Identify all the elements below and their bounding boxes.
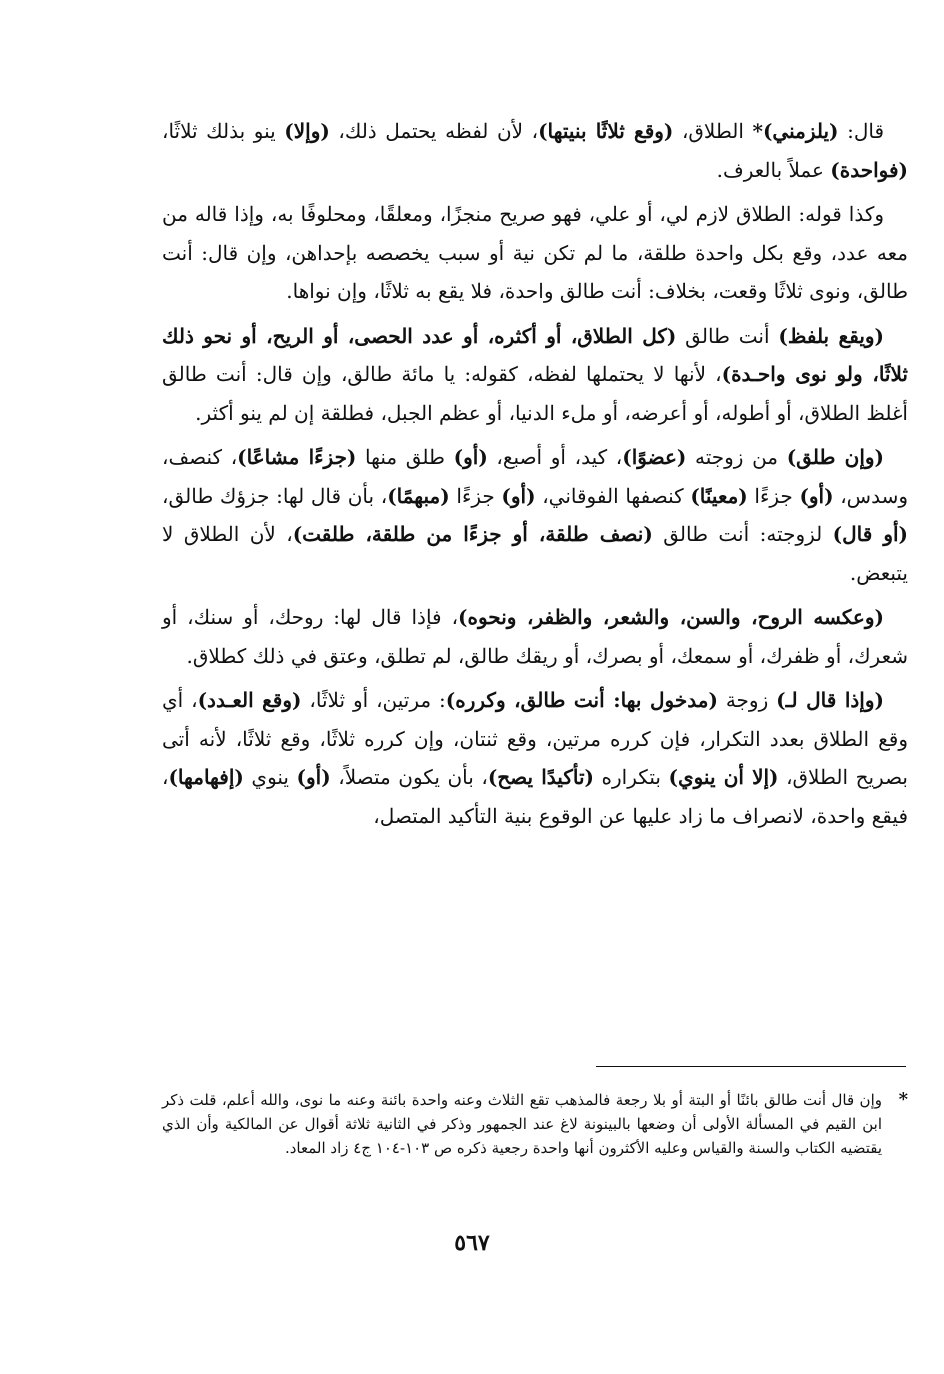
footnote-marker: * bbox=[898, 1089, 908, 1110]
bold-matn-text: (أو) bbox=[501, 483, 536, 508]
commentary-text: بتكراره bbox=[594, 765, 669, 789]
bold-matn-text: (فواحدة) bbox=[830, 157, 908, 182]
commentary-text: ، لأن لفظه يحتمل ذلك، bbox=[329, 119, 539, 143]
commentary-text: طلق منها bbox=[356, 445, 454, 469]
bold-matn-text: (أو) bbox=[296, 765, 331, 789]
paragraph bbox=[162, 317, 908, 433]
bold-matn-text: (أو) bbox=[453, 445, 488, 469]
paragraph bbox=[162, 195, 908, 311]
bold-matn-text: (وعكسه الروح، والسن، والشعر، والظفر، ونحوه) bbox=[458, 605, 884, 629]
commentary-text: ، بأن يكون متصلاً، bbox=[330, 765, 488, 789]
bold-matn-text: (إلا أن ينوي) bbox=[668, 765, 779, 789]
bold-matn-text: (أو قال) bbox=[832, 522, 908, 546]
commentary-text: زوجة bbox=[717, 688, 777, 712]
bold-matn-text: (وإن طلق) bbox=[786, 445, 884, 469]
commentary-text: لزوجته: أنت طالق bbox=[652, 522, 833, 546]
paragraph bbox=[162, 681, 908, 835]
bold-matn-text: (معينًا) bbox=[690, 483, 748, 508]
commentary-text: ينوي bbox=[243, 765, 297, 789]
commentary-text: وكذا قوله: الطلاق لازم لي، أو علي، فهو صريح منجزًا، ومعلقًا، ومحلوفًا به، وإذا قاله من معه عدد، وقع بكل واحدة طلقة، ما لم تكن نية أو سبب يخصصه بإحداهن، وإن قال: أنت طالق، ونوى ثلاثًا وقعت، بخلاف: أنت طالق واحدة، فلا يقع به ثلاثًا، وإن نواها. bbox=[162, 202, 908, 303]
bold-matn-text: (أو) bbox=[799, 483, 834, 508]
commentary-text: ينو بذلك ثلاثًا، bbox=[162, 119, 285, 143]
commentary-text: ، كنصف، وسدس، bbox=[162, 445, 909, 508]
bold-matn-text: (عضوًا) bbox=[622, 445, 687, 469]
bold-matn-text: (جزءًا مشاعًا) bbox=[237, 445, 357, 469]
footnote-text: وإن قال أنت طالق بائنًا أو البتة أو بلا رجعة فالمذهب تقع الثلاث وعنه واحدة بائنة وعنه ما نوى، والله أعلم، قلت ذكر ابن القيم في المسألة الأولى أن وضعها بالبينونة لاغ عند الجمهور وذكر في الثانية ثلاثة أقوال عن المالكية وأن الذي يقتضيه الكتاب والسنة والقياس وعليه الأكثرون أنها واحدة رجعية ذكره ص ١٠٣-١٠٤ ج٤ زاد المعاد. bbox=[162, 1091, 882, 1157]
bold-matn-text: (مدخول بها: أنت طالق، وكرره) bbox=[445, 688, 718, 712]
commentary-text: ، فيقع واحدة، لانصراف ما زاد عليها عن الوقوع بنية التأكيد المتصل، bbox=[162, 765, 908, 828]
commentary-text: ، لأن الطلاق لا يتبعض. bbox=[162, 522, 908, 585]
commentary-text: جزءًا bbox=[449, 483, 502, 508]
bold-matn-text: (مبهمًا) bbox=[387, 483, 450, 508]
paragraph bbox=[162, 598, 908, 675]
bold-matn-text: (نصف طلقة، أو جزءًا من طلقة، طلقت) bbox=[292, 522, 653, 546]
bold-matn-text: (وإذا قال لـ) bbox=[776, 688, 884, 712]
bold-matn-text: (وقع ثلاثًا بنيتها) bbox=[538, 119, 674, 143]
commentary-text: عملاً بالعرف. bbox=[716, 157, 831, 182]
commentary-text: أنت طالق bbox=[676, 323, 779, 348]
commentary-text: ، لأنها لا يحتملها لفظه، كقوله: يا مائة طالق، وإن قال: أنت طالق أغلظ الطلاق، أو أطوله، أو أعرضه، أو ملء الدنيا، أو عظم الجبل، فطلقة إن لم ينو أكثر. bbox=[162, 362, 908, 425]
commentary-text: من زوجته bbox=[686, 445, 787, 469]
commentary-text: الطلاق، bbox=[673, 119, 753, 143]
footnote bbox=[162, 1088, 908, 1160]
bold-matn-text: (كل الطلاق، أو أكثره، أو عدد الحصى، أو الريح، أو نحو ذلك ثلاثًا، ولو نوى واحـدة) bbox=[162, 323, 908, 386]
commentary-text: ، فإذا قال لها: روحك، أو سنك، أو شعرك، أو ظفرك، أو سمعك، أو بصرك، أو ريقك طالق، لم تطلق، وعتق في ذلك كطلاق. bbox=[162, 605, 908, 668]
paragraph bbox=[162, 112, 908, 189]
commentary-text: جزءًا bbox=[747, 483, 800, 508]
commentary-text: ، أي وقع الطلاق بعدد التكرار، فإن كرره مرتين، وقع ثنتان، وإن كرره ثلاثًا، وقع ثلاثًا، لأنه أتى بصريح الطلاق، bbox=[162, 688, 909, 789]
commentary-text: كنصفها الفوقاني، bbox=[535, 483, 691, 508]
bold-matn-text: (تأكيدًا يصح) bbox=[487, 765, 594, 789]
paragraph bbox=[162, 438, 908, 592]
main-text bbox=[162, 112, 908, 841]
footnote-separator bbox=[596, 1066, 906, 1067]
commentary-text: ، كيد، أو أصبع، bbox=[487, 445, 623, 469]
page-number: ٥٦٧ bbox=[454, 1230, 490, 1256]
commentary-text: قال: bbox=[838, 119, 885, 143]
commentary-text: ، بأن قال لها: جزؤك طالق، bbox=[162, 483, 388, 508]
bold-matn-text: (ويقع بلفظ) bbox=[778, 323, 885, 348]
bold-matn-text: (وإلا) bbox=[284, 119, 330, 143]
commentary-text: : مرتين، أو ثلاثًا، bbox=[301, 688, 446, 712]
bold-matn-text: (يلزمني)* bbox=[752, 119, 839, 143]
bold-matn-text: (إفهامها) bbox=[168, 765, 244, 789]
bold-matn-text: (وقع العـدد) bbox=[197, 688, 302, 712]
